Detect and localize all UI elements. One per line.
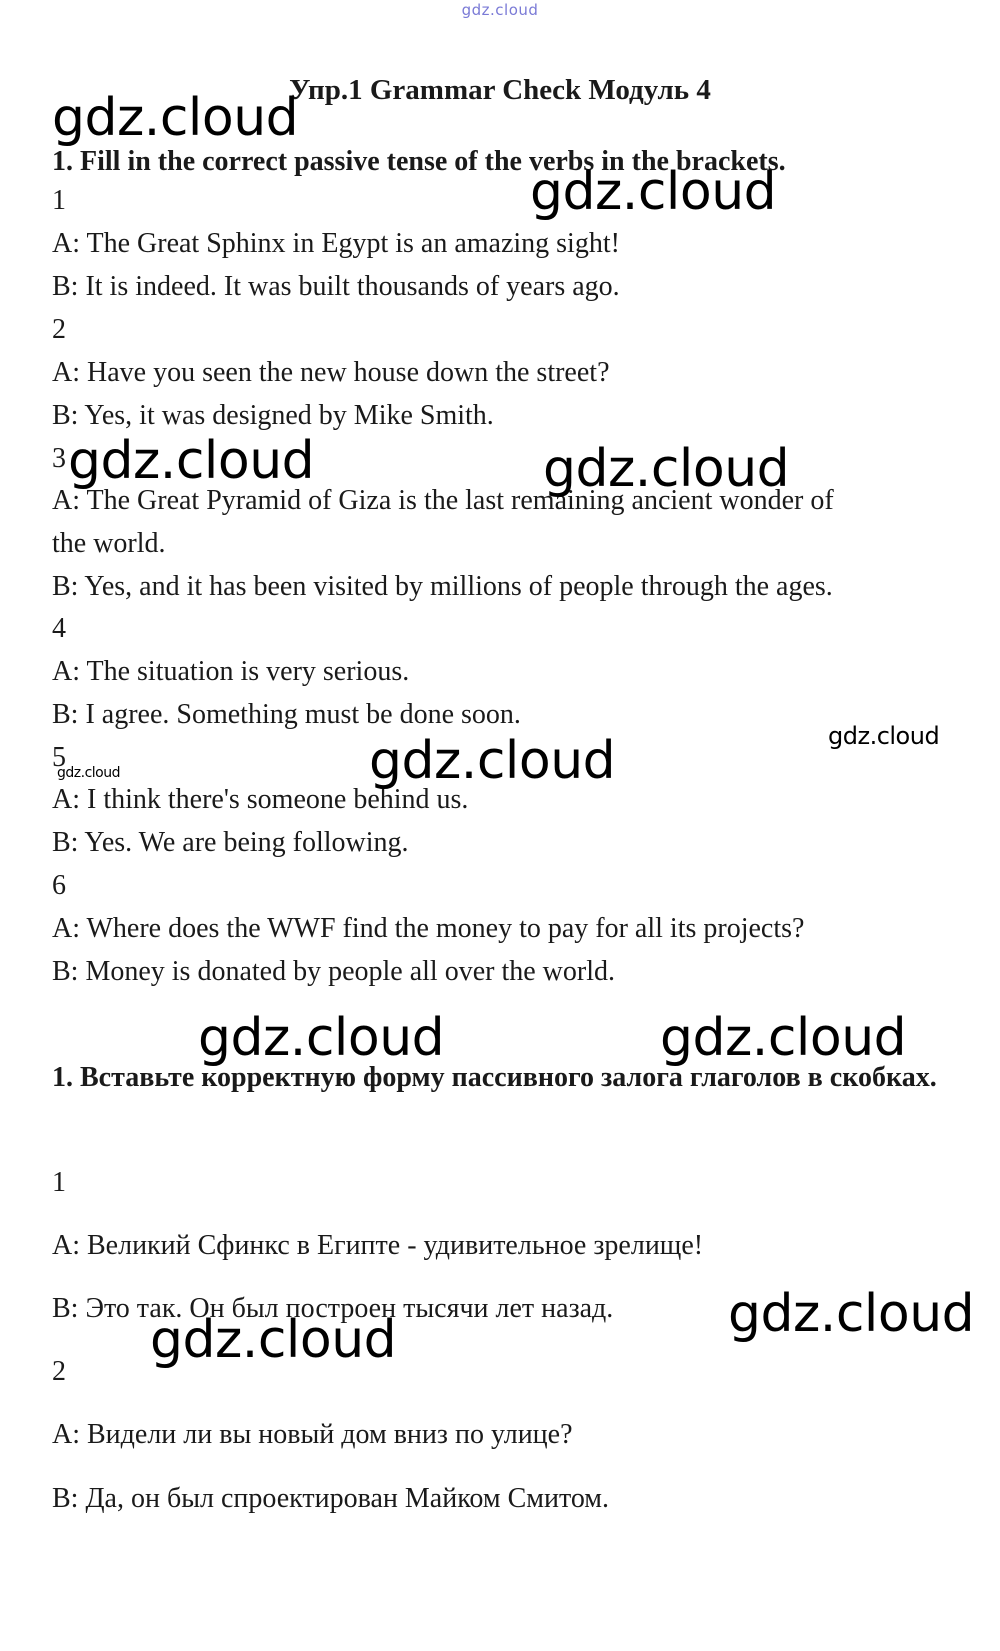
dialogue-line: B: Да, он был спроектирован Майком Смитом. — [52, 1483, 610, 1514]
watermark: gdz.cloud — [828, 722, 940, 750]
item-number: 3 — [52, 443, 66, 474]
dialogue-line: A: I think there's someone behind us. — [52, 784, 469, 815]
watermark: gdz.cloud — [198, 1008, 445, 1068]
dialogue-line: the world. — [52, 528, 166, 559]
top-watermark: gdz.cloud — [461, 1, 539, 19]
dialogue-line: A: Where does the WWF find the money to pay for all its projects? — [52, 913, 805, 944]
exercise-heading-russian: 1. Вставьте корректную форму пассивного залога глаголов в скобках. — [52, 1062, 937, 1093]
watermark: gdz.cloud — [150, 1310, 397, 1370]
item-number: 4 — [52, 613, 66, 644]
watermark: gdz.cloud — [728, 1284, 975, 1344]
watermark: gdz.cloud — [369, 731, 616, 791]
item-number: 2 — [52, 314, 66, 345]
dialogue-line: B: Yes. We are being following. — [52, 827, 409, 858]
watermark: gdz.cloud — [57, 765, 120, 781]
watermark: gdz.cloud — [543, 439, 790, 499]
item-number: 2 — [52, 1356, 66, 1387]
dialogue-line: A: Великий Сфинкс в Египте - удивительное зрелище! — [52, 1230, 704, 1261]
dialogue-line: A: Видели ли вы новый дом вниз по улице? — [52, 1419, 573, 1450]
dialogue-line: B: It is indeed. It was built thousands of years ago. — [52, 271, 620, 302]
dialogue-line: A: The situation is very serious. — [52, 656, 410, 687]
exercise-heading-english: 1. Fill in the correct passive tense of the verbs in the brackets. — [52, 146, 786, 177]
watermark: gdz.cloud — [660, 1008, 907, 1068]
page-title: Упр.1 Grammar Check Модуль 4 — [289, 74, 711, 106]
dialogue-line: B: Это так. Он был построен тысячи лет назад. — [52, 1293, 614, 1324]
dialogue-line: A: Have you seen the new house down the street? — [52, 357, 610, 388]
watermark: gdz.cloud — [530, 162, 777, 222]
dialogue-line: B: Yes, and it has been visited by millions of people through the ages. — [52, 571, 833, 602]
item-number: 5 — [52, 742, 66, 773]
watermark: gdz.cloud — [68, 431, 315, 491]
item-number: 6 — [52, 870, 66, 901]
dialogue-line: B: Money is donated by people all over the world. — [52, 956, 615, 987]
item-number: 1 — [52, 1167, 66, 1198]
dialogue-line: B: I agree. Something must be done soon. — [52, 699, 521, 730]
watermark: gdz.cloud — [52, 88, 299, 148]
dialogue-line: A: The Great Pyramid of Giza is the last remaining ancient wonder of — [52, 485, 834, 516]
dialogue-line: A: The Great Sphinx in Egypt is an amazing sight! — [52, 228, 620, 259]
item-number: 1 — [52, 185, 66, 216]
dialogue-line: B: Yes, it was designed by Mike Smith. — [52, 400, 494, 431]
